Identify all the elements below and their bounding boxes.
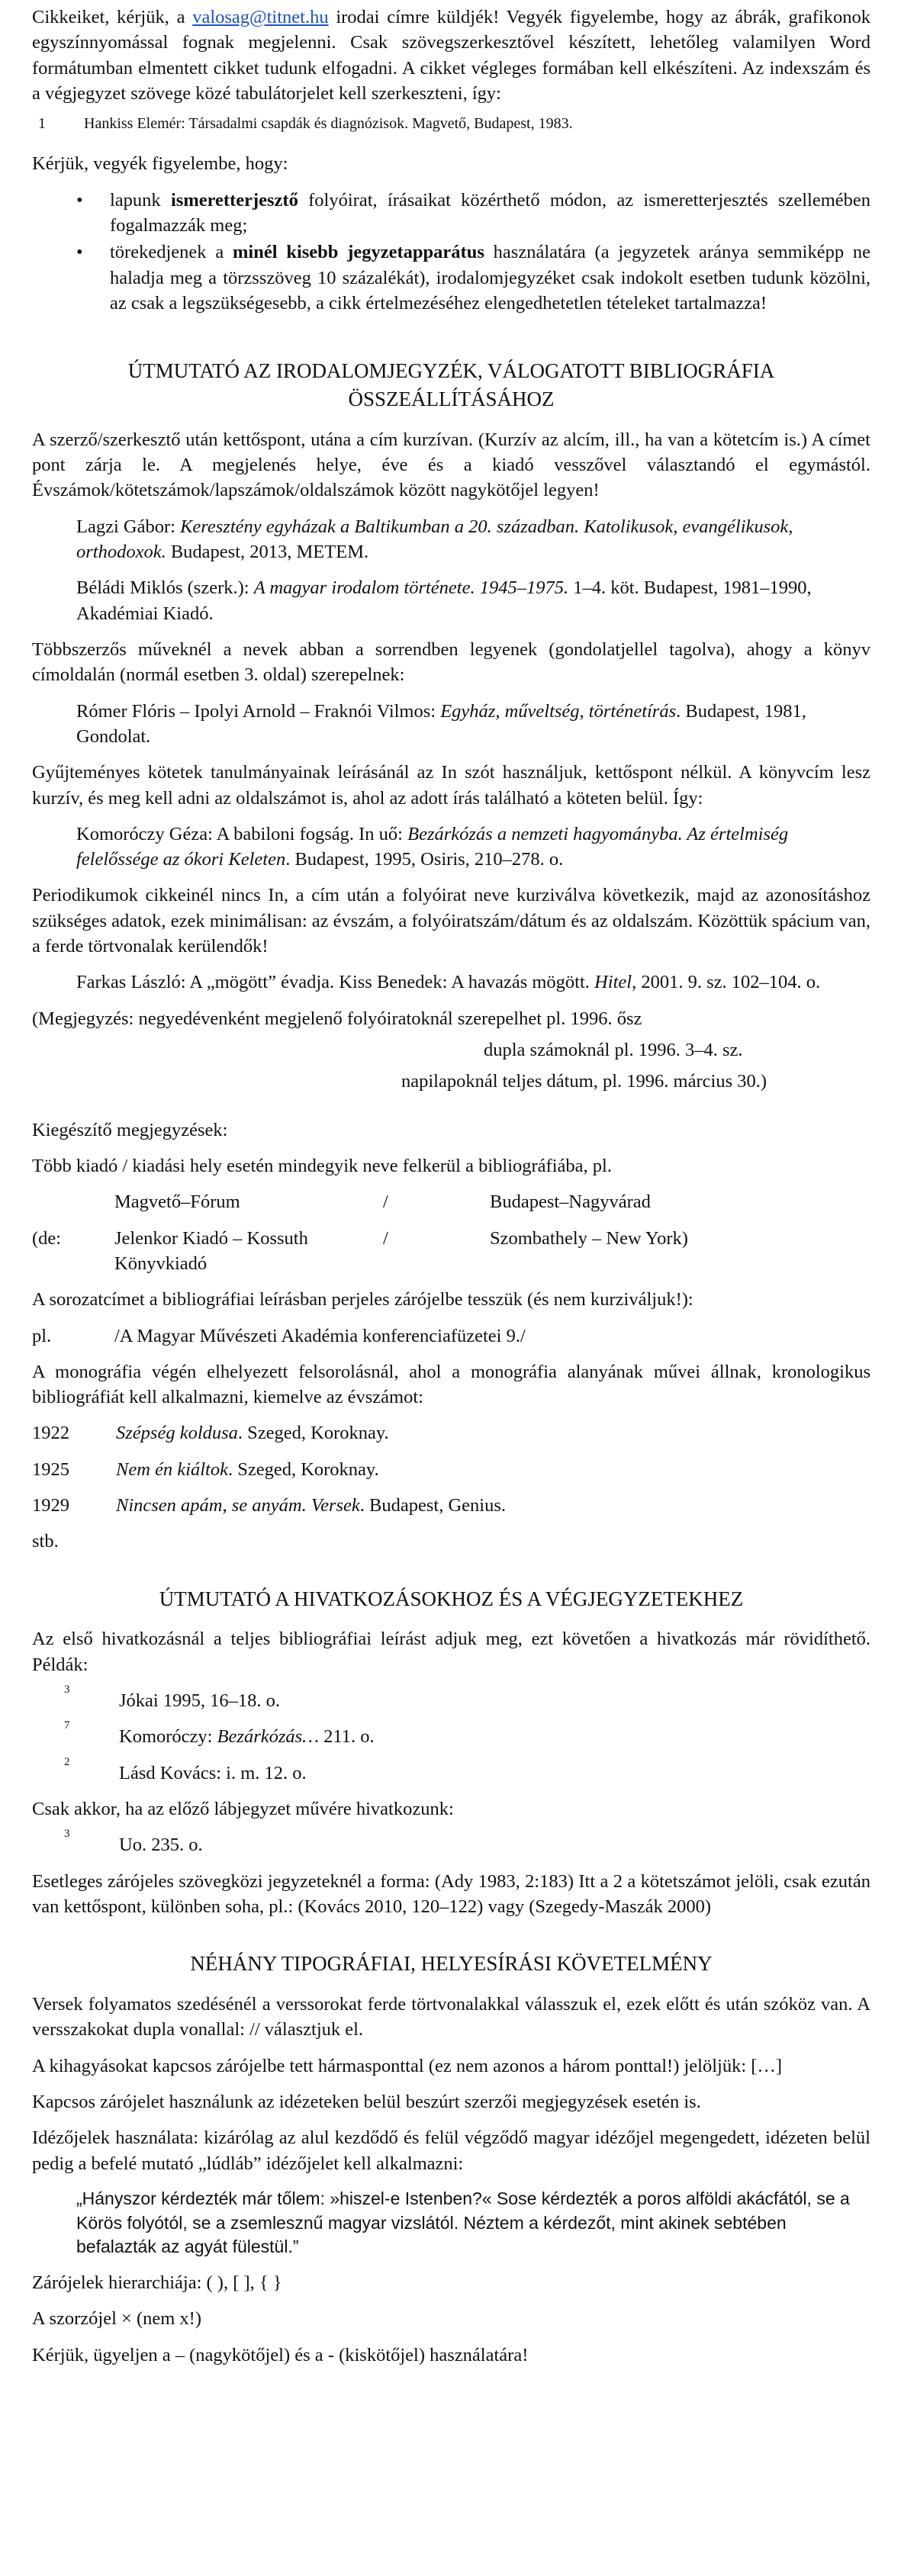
note-line: dupla számoknál pl. 1996. 3–4. sz. — [484, 1040, 743, 1060]
reference-example: 3 Uo. 235. o. — [64, 1828, 203, 1856]
ask-line: Kérjük, vegyék figyelembe, hogy: — [32, 153, 288, 175]
body-paragraph: Csak akkor, ha az előző lábjegyzet művére hivatkozunk: — [32, 1798, 454, 1819]
footnote-number: 1 — [38, 115, 46, 133]
email-link[interactable]: valosag@titnet.hu — [192, 7, 329, 27]
example-entry: Komoróczy Géza: A babiloni fogság. In uő: Bezárkózás a nemzeti hagyományba. Az értelmiség felelőssége az ókori Keleten. Budapest, 1995, Osiris, 210–278. o. — [76, 823, 789, 870]
chronology-row: 1925 Nem én kiáltok. Szeged, Koroknay. — [32, 1458, 379, 1480]
body-paragraph: Kapcsos zárójelet használunk az idézeteken belül beszúrt szerzői megjegyzések esetén is. — [32, 2091, 701, 2112]
series-row: pl. /A Magyar Művészeti Akadémia konferenciafüzetei 9./ — [32, 1325, 526, 1346]
body-paragraph: Zárójelek hierarchiája: ( ), [ ], { } — [32, 2272, 282, 2294]
supplement-title: Kiegészítő megjegyzések: — [32, 1119, 228, 1140]
section-title-typography: NÉHÁNY TIPOGRÁFIAI, HELYESÍRÁSI KÖVETELMÉNY — [190, 1952, 713, 1976]
example-entry: Rómer Flóris – Ipolyi Arnold – Fraknói Vilmos: Egyház, műveltség, történetírás. Budapest, 1981, Gondolat. — [76, 700, 806, 747]
quote-example: „Hányszor kérdezték már tőlem: »hiszel-e Istenben?« Sose kérdezték a poros alföldi akácfától, se a Körös folyótól, se a zsemlesznű magyar vizslától. Néztem a kérdezőt, mint akinek sebtében befalazták az agyát fülestül.” — [76, 2188, 850, 2257]
note-line: napilapoknál teljes dátum, pl. 1996. március 30.) — [401, 1071, 767, 1092]
body-paragraph: Versek folyamatos szedésénél a verssorokat ferde törtvonalakkal válasszuk el, ezek előtt és után szóköz van. A versszakokat dupla vonallal: // választjuk el. — [32, 1993, 870, 2041]
example-entry: Lagzi Gábor: Kereszténу egyházak a Baltikumban a 20. században. Katolikusok, evangélikusok, orthodoxok. Budapest, 2013, METEM. — [76, 516, 793, 562]
reference-example: 7 Komoróczy: Bezárkózás… 211. o. — [64, 1719, 375, 1748]
body-paragraph: A monográfia végén elhelyezett felsorolásnál, ahol a monográfia alanyának művei állnak, kronologikus bibliográfiát kell alkalmazni, kiemelve az évszámot: — [32, 1361, 870, 1408]
body-paragraph: Idézőjelek használata: kizárólag az alul kezdődő és felül végződő magyar idézőjel megengedett, idézeten belül pedig a befelé mutató „lúdláb” idézőjelet kell alkalmazni: — [32, 2127, 870, 2174]
body-paragraph: Gyűjteményes kötetek tanulmányainak leírásánál az In szót használjuk, kettőspont nélkül. A könyvcím lesz kurzív, és meg kell adni az oldalszámot is, ahol az adott írás található a köteten belül. Így: — [32, 762, 870, 809]
intro-paragraph: Cikkeiket, kérjük, a valosag@titnet.hu irodai címre küldjék! Vegyék figyelembe, hogy az ábrák, grafikonok egyszínnyomással fognak megjelenni. Csak szövegszerkesztővel készített, lehetőleg valamilyen Word formátumban elmentett cikket tudunk elfogadni. A cikket végleges formában kell elkészíteni. Az indexszám és a végjegyzet szövege közé tabulátorjelet kell szerkeszteni, így: — [32, 7, 870, 104]
body-paragraph: Többszerzős műveknél a nevek abban a sorrendben legyenek (gondolatjellel tagolva), ahogy a könyv címoldalán (normál esetben 3. oldal) szerepelnek: — [32, 638, 870, 686]
example-entry: Béládi Miklós (szerk.): A magyar irodalom története. 1945–1975. 1–4. köt. Budapest, 1981–1990, Akadémiai Kiadó. — [76, 577, 812, 624]
footnote-example — [32, 114, 870, 134]
section-title-references: ÚTMUTATÓ A HIVATKOZÁSOKHOZ ÉS A VÉGJEGYZETEKHEZ — [159, 1587, 744, 1610]
requirements-list — [32, 188, 870, 317]
bullet-icon: • — [76, 242, 83, 263]
body-paragraph: A szorzójel × (nem x!) — [32, 2308, 201, 2330]
chronology-row: 1929 Nincsen apám, se anyám. Versek. Budapest, Genius. — [32, 1495, 507, 1516]
body-paragraph: Periodikumok cikkeinél nincs In, a cím után a folyóirat neve kurziválva következik, majd az azonosításhoz szükséges adatok, ezek minimálisan: az évszám, a folyóiratszám/dátum és az oldalszám. Közöttük spácium van, a ferde törtvonalak kerülendők! — [32, 885, 870, 957]
etc-line: stb. — [32, 1531, 59, 1552]
note-line: (Megjegyzés: negyedévenként megjelenő folyóiratoknál szerepelhet pl. 1996. ősz — [32, 1008, 642, 1029]
body-paragraph: Az első hivatkozásnál a teljes bibliográfiai leírást adjuk meg, ezt követően a hivatkozás már rövidíthető. Példák: — [32, 1629, 870, 1675]
body-paragraph: A sorozatcímet a bibliográfiai leírásban perjeles zárójelbe tesszük (és nem kurziváljuk!): — [32, 1289, 693, 1311]
bullet-icon: • — [76, 189, 83, 211]
publisher-row: Magvető–Fórum / Budapest–Nagyvárad — [114, 1192, 651, 1213]
list-item: • lapunk ismeretterjesztő folyóirat, írásaikat közérthető módon, az ismeretterjesztés szellemében fogalmazzák meg; — [32, 188, 870, 239]
body-paragraph: A kihagyásokat kapcsos zárójelbe tett hármasponttal (ez nem azonos a három ponttal!) jelöljük: […] — [32, 2055, 783, 2076]
body-paragraph: Kérjük, ügyeljen a – (nagykötőjel) és a - (kiskötőjel) használatára! — [32, 2344, 529, 2365]
body-paragraph: Esetleges zárójeles szövegközi jegyzeteknél a forma: (Ady 1983, 2:183) Itt a 2 a kötetszámot jelöli, csak ezután van kettőspont, különben soha, pl.: (Kovács 2010, 120–122) vagy (Szegedy-Maszák 2000) — [32, 1870, 870, 1917]
body-paragraph: A szerző/szerkesztő után kettőspont, utána a cím kurzívan. (Kurzív az alcím, ill., ha van a kötetcím is.) A címet pont zárja le. A megjelenés helye, éve és a kiadó vesszővel választandó el egymástól. Évszámok/kötetszámok/lapszámok/oldalszámok között nagykötőjel legyen! — [32, 429, 870, 501]
footnote-text: Hankiss Elemér: Társadalmi csapdák és diagnózisok. Magvető, Budapest, 1983. — [84, 115, 573, 133]
body-paragraph: Több kiadó / kiadási hely esetén mindegyik neve felkerül a bibliográfiába, pl. — [32, 1155, 612, 1176]
chronology-row: 1922 Szépség koldusa. Szeged, Koroknay. — [32, 1423, 389, 1444]
reference-example: 3 Jókai 1995, 16–18. o. — [64, 1684, 280, 1712]
section-title-bibliography: ÚTMUTATÓ AZ IRODALOMJEGYZÉK, VÁLOGATOTT BIBLIOGRÁFIA ÖSSZEÁLLÍTÁSÁHOZ — [127, 359, 775, 411]
example-entry: Farkas László: A „mögött” évadja. Kiss Benedek: A havazás mögött. Hitel, 2001. 9. sz. 102–104. o. — [76, 972, 821, 993]
reference-example: 2 Lásd Kovács: i. m. 12. o. — [64, 1755, 307, 1783]
list-item: • törekedjenek a minél kisebb jegyzetapparátus használatára (a jegyzetek aránya semmiképp ne haladja meg a törzsszöveg 10 százalékát), irodalomjegyzéket csak indokolt esetben tudunk közölni, az csak a legszükségesebb, a cikk értelmezéséhez elengedhetetlen tételeket tartalmazza! — [32, 240, 870, 316]
publisher-row: (de: Jelenkor Kiadó – Kossuth Könyvkiadó / Szombathely – New York) — [32, 1227, 688, 1274]
